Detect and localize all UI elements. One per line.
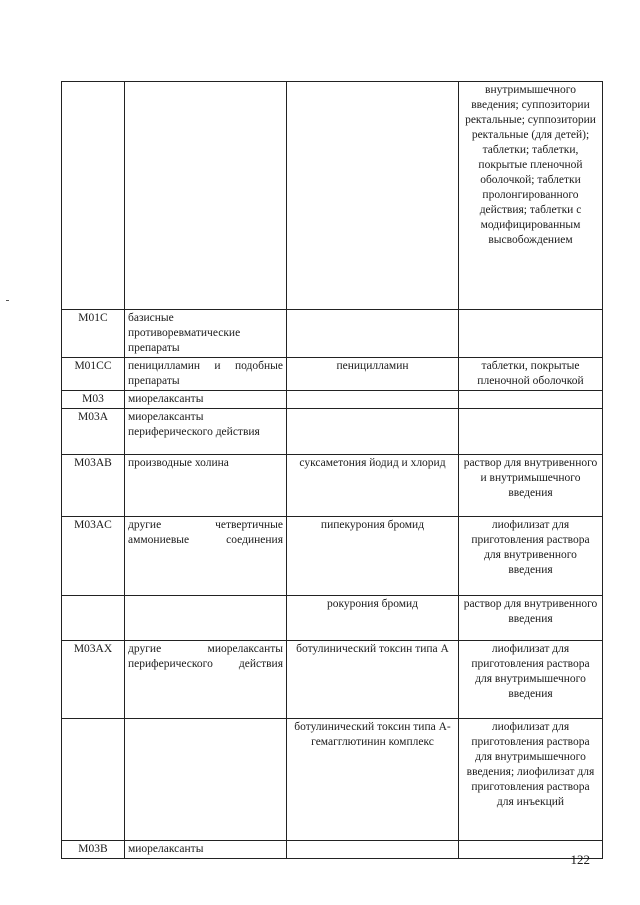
drug-name-cell (287, 409, 459, 455)
table-row (62, 455, 603, 517)
drug-name-cell (287, 310, 459, 358)
atc-code-cell: M01C (62, 310, 125, 358)
group-name-cell: базисные противоревматические препараты (125, 310, 287, 358)
margin-mark (6, 300, 9, 301)
dosage-form-cell (459, 409, 603, 455)
drug-name-cell: ботулинический токсин типа А-гемагглютинин комплекс (287, 719, 459, 841)
group-name-cell: миорелаксанты периферического действия (125, 409, 287, 455)
dosage-form-cell: внутримышечного введения; суппозитории ректальные; суппозитории ректальные (для детей); таблетки; таблетки, покрытые пленочной оболочкой; таблетки пролонгированного действия; таблетки с модифицированным высвобождением (459, 82, 603, 310)
drug-name-cell: суксаметония йодид и хлорид (287, 455, 459, 517)
drug-name-cell (287, 391, 459, 409)
drug-name-cell (287, 841, 459, 859)
drug-name-cell: пеницилламин (287, 358, 459, 391)
drug-name-cell (287, 82, 459, 310)
table-row (62, 719, 603, 841)
atc-code-cell (62, 596, 125, 641)
table-row (62, 82, 603, 310)
group-name-cell: пеницилламин и подобные препараты (125, 358, 287, 391)
atc-code-cell: M01CC (62, 358, 125, 391)
group-name-cell: производные холина (125, 455, 287, 517)
atc-code-cell (62, 82, 125, 310)
atc-code-cell: M03AB (62, 455, 125, 517)
group-name-cell: миорелаксанты (125, 391, 287, 409)
atc-code-cell: M03AX (62, 641, 125, 719)
table-row (62, 391, 603, 409)
group-name-cell: миорелаксанты (125, 841, 287, 859)
dosage-form-cell (459, 310, 603, 358)
atc-code-cell (62, 719, 125, 841)
table-row (62, 409, 603, 455)
table-row (62, 596, 603, 641)
atc-code-cell: M03AC (62, 517, 125, 596)
group-name-cell: другие четвертичные аммониевые соединения (125, 517, 287, 596)
atc-code-cell: M03A (62, 409, 125, 455)
drug-name-cell: ботулинический токсин типа А (287, 641, 459, 719)
page-number: 122 (570, 852, 590, 867)
group-name-cell: другие миорелаксанты периферического действия (125, 641, 287, 719)
table-row (62, 841, 603, 859)
atc-code-cell: M03 (62, 391, 125, 409)
table-row (62, 310, 603, 358)
group-name-cell (125, 719, 287, 841)
group-name-cell (125, 596, 287, 641)
drug-name-cell: рокурония бромид (287, 596, 459, 641)
dosage-form-cell (459, 391, 603, 409)
dosage-form-cell: лиофилизат для приготовления раствора для внутримышечного введения; лиофилизат для приготовления раствора для инъекций (459, 719, 603, 841)
dosage-form-cell: таблетки, покрытые пленочной оболочкой (459, 358, 603, 391)
dosage-form-cell: лиофилизат для приготовления раствора для внутривенного введения (459, 517, 603, 596)
drug-name-cell: пипекурония бромид (287, 517, 459, 596)
drug-classification-table (61, 81, 603, 859)
table-row (62, 641, 603, 719)
atc-code-cell: M03B (62, 841, 125, 859)
dosage-form-cell: раствор для внутривенного введения (459, 596, 603, 641)
group-name-cell (125, 82, 287, 310)
dosage-form-cell: раствор для внутривенного и внутримышечного введения (459, 455, 603, 517)
table-row (62, 517, 603, 596)
table-row (62, 358, 603, 391)
dosage-form-cell: лиофилизат для приготовления раствора для внутримышечного введения (459, 641, 603, 719)
